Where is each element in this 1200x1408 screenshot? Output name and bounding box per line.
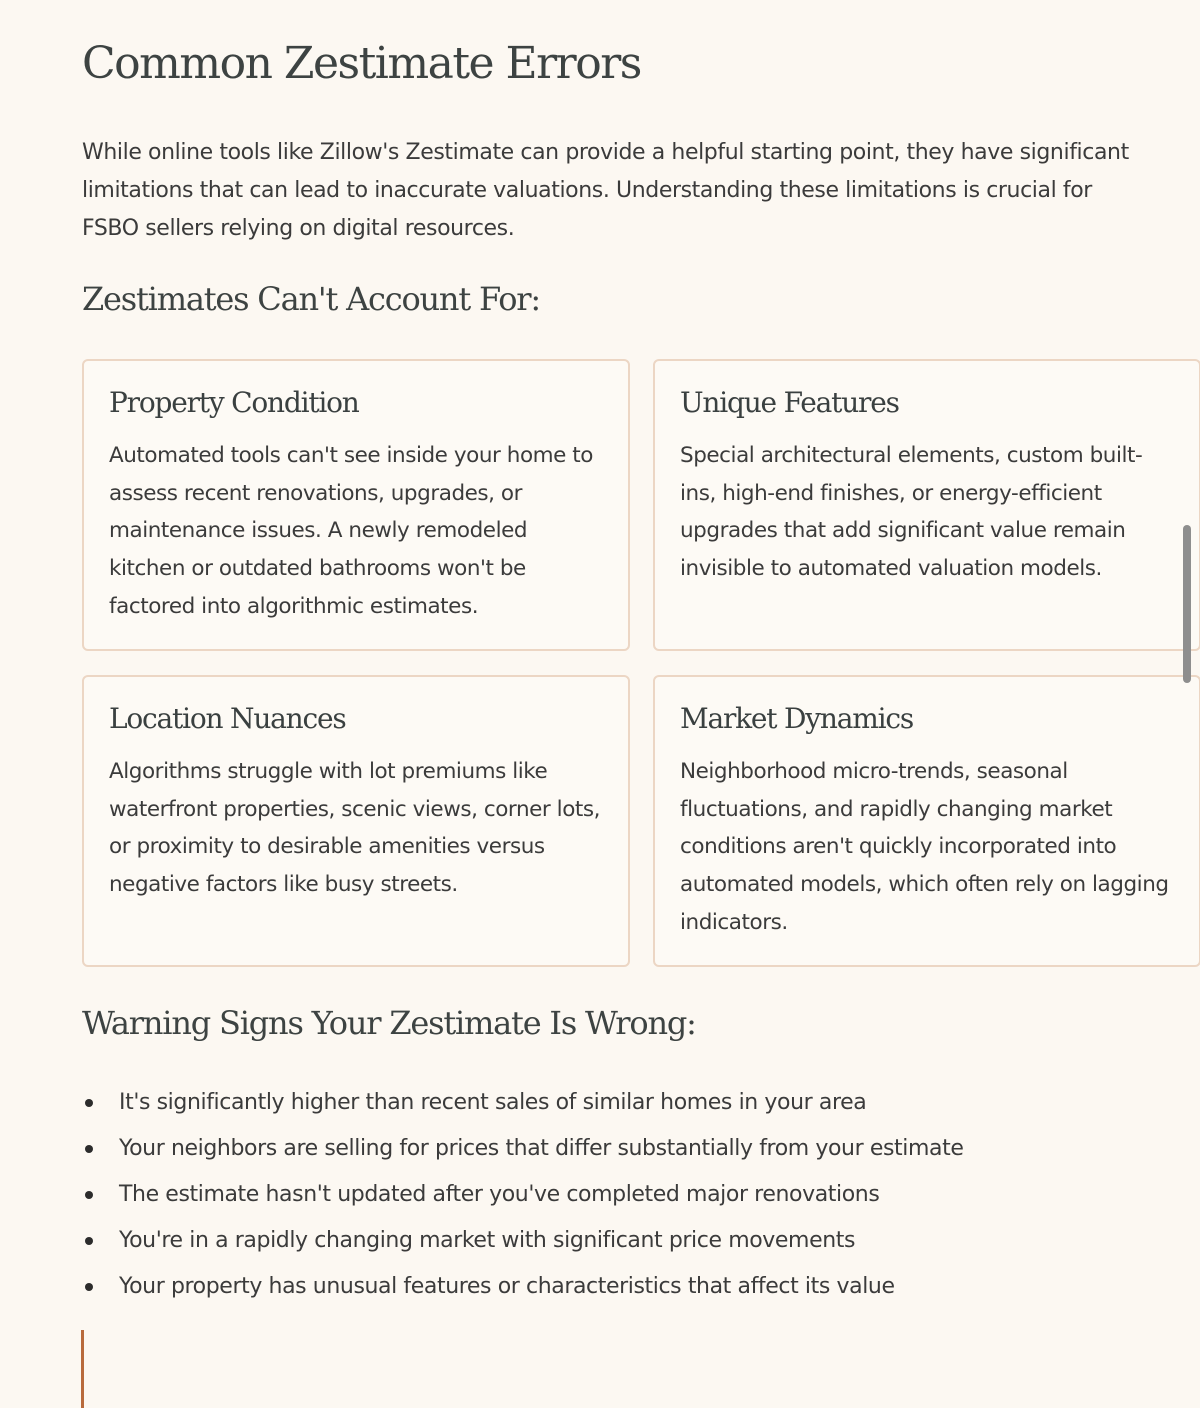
list-item-text: It's significantly higher than recent sales of similar homes in your area [119, 1090, 867, 1115]
card-body: Algorithms struggle with lot premiums like waterfront properties, scenic views, corner lots, or proximity to desirable amenities versus negative factors like busy streets. [109, 759, 601, 898]
list-item [82, 1264, 1082, 1310]
bullet-icon [85, 1099, 93, 1107]
list-item [82, 1218, 1082, 1264]
list-item-text: You're in a rapidly changing market with significant price movements [119, 1228, 856, 1253]
list-item-text: Your neighbors are selling for prices that differ substantially from your estimate [119, 1136, 964, 1161]
card-body: Automated tools can't see inside your home to assess recent renovations, upgrades, or maintenance issues. A newly remodeled kitchen or outdated bathrooms won't be factored into algorithmic estimates. [109, 443, 593, 619]
card-body: Neighborhood micro-trends, seasonal fluctuations, and rapidly changing market conditions aren't quickly incorporated into automated models, which often rely on lagging indicators. [680, 759, 1169, 935]
list-item [82, 1080, 1082, 1126]
card-title: Unique Features [680, 386, 899, 419]
card-unique-features [653, 359, 1200, 651]
page-title: Common Zestimate Errors [82, 38, 641, 89]
intro-paragraph: While online tools like Zillow's Zestimate can provide a helpful starting point, they have significant limitations that can lead to inaccurate valuations. Understanding these limitations is crucial for FSBO sellers relying on digital resources. [82, 140, 1129, 241]
card-market-dynamics [653, 675, 1200, 967]
warning-heading: Warning Signs Your Zestimate Is Wrong: [82, 1004, 696, 1042]
card-title: Property Condition [109, 386, 359, 419]
warning-signs-list [82, 1080, 1082, 1310]
bullet-icon [85, 1191, 93, 1199]
card-title: Market Dynamics [680, 702, 913, 735]
card-body: Special architectural elements, custom built-ins, high-end finishes, or energy-efficient upgrades that add significant value remain invisible to automated valuation models. [680, 443, 1143, 582]
list-item-text: The estimate hasn't updated after you've completed major renovations [119, 1182, 880, 1207]
bullet-icon [85, 1145, 93, 1153]
cant-account-heading: Zestimates Can't Account For: [82, 280, 540, 318]
scrollbar-thumb[interactable] [1183, 525, 1191, 683]
card-title: Location Nuances [109, 702, 346, 735]
bullet-icon [85, 1237, 93, 1245]
list-item-text: Your property has unusual features or characteristics that affect its value [119, 1274, 895, 1299]
card-property-condition [82, 359, 630, 651]
list-item [82, 1172, 1082, 1218]
list-item [82, 1126, 1082, 1172]
callout-accent-bar [81, 1330, 84, 1408]
card-location-nuances [82, 675, 630, 967]
bullet-icon [85, 1283, 93, 1291]
